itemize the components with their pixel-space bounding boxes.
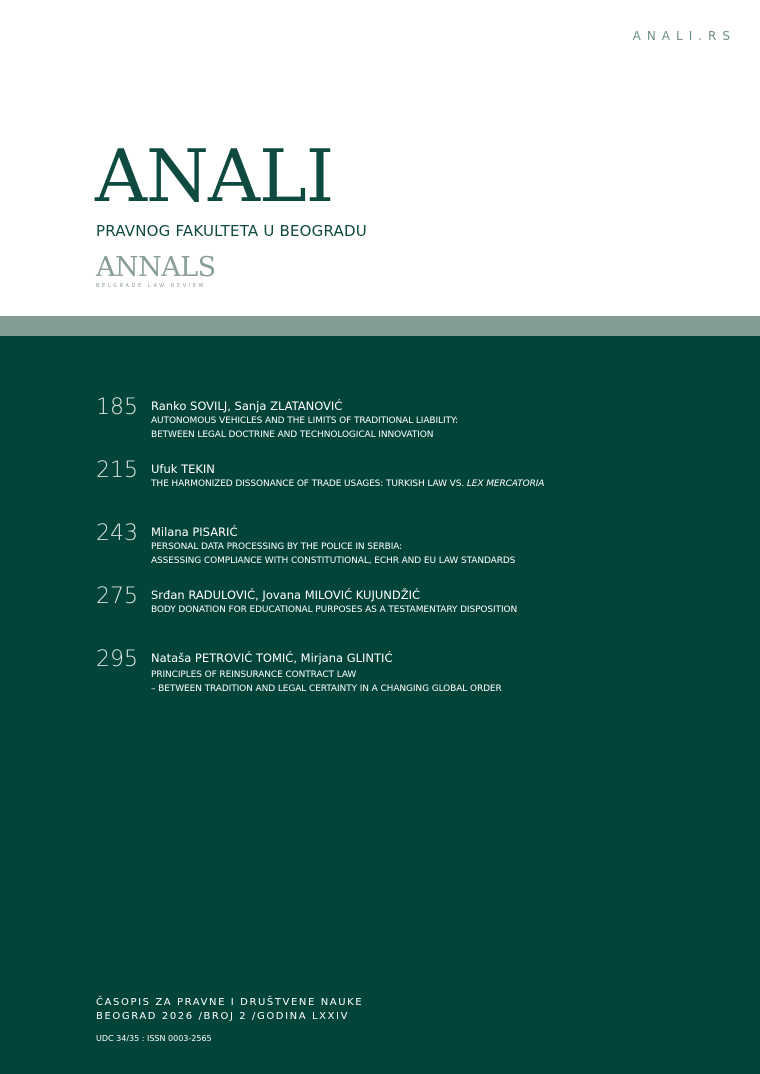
article-page-number: 275 — [96, 584, 138, 609]
article-authors: Ufuk TEKIN — [151, 462, 215, 476]
article-title-line: PERSONAL DATA PROCESSING BY THE POLICE IN SERBIA: — [151, 542, 403, 552]
article-title-plain: THE HARMONIZED DISSONANCE OF TRADE USAGES: TURKISH LAW VS. — [151, 479, 467, 489]
article-authors: Milana PISARIĆ — [151, 525, 238, 539]
article-title-line: ASSESSING COMPLIANCE WITH CONSTITUTIONAL, ECHR AND EU LAW STANDARDS — [151, 556, 516, 566]
article-authors: Ranko SOVILJ, Sanja ZLATANOVIĆ — [151, 399, 343, 413]
footer-issue-info: BEOGRAD 2026 /BROJ 2 /GODINA LXXIV — [96, 1011, 350, 1022]
divider-stripe — [0, 316, 760, 336]
journal-logo-title: ANALI — [95, 134, 334, 218]
article-page-number: 215 — [96, 458, 138, 483]
article-authors: Nataša PETROVIĆ TOMIĆ, Mirjana GLINTIĆ — [151, 651, 393, 665]
article-title-line — [151, 479, 544, 489]
article-title-line: BODY DONATION FOR EDUCATIONAL PURPOSES AS A TESTAMENTARY DISPOSITION — [151, 605, 518, 615]
footer-udc-issn: UDC 34/35 : ISSN 0003-2565 — [96, 1034, 212, 1043]
article-page-number: 243 — [96, 521, 138, 546]
article-page-number: 185 — [96, 395, 138, 420]
journal-logo-subtitle: PRAVNOG FAKULTETA U BEOGRADU — [96, 222, 367, 240]
article-title-line: PRINCIPLES OF REINSURANCE CONTRACT LAW — [151, 670, 357, 680]
article-title-line: AUTONOMOUS VEHICLES AND THE LIMITS OF TRADITIONAL LIABILITY: — [151, 416, 459, 426]
cover-body — [0, 336, 760, 1074]
article-title-line: – BETWEEN TRADITION AND LEGAL CERTAINTY IN A CHANGING GLOBAL ORDER — [151, 684, 502, 694]
annals-logo-subtitle: BELGRADE LAW REVIEW — [96, 283, 207, 289]
article-title-line: BETWEEN LEGAL DOCTRINE AND TECHNOLOGICAL INNOVATION — [151, 430, 434, 440]
annals-logo: ANNALS — [96, 252, 216, 283]
site-url[interactable]: ANALI.RS — [632, 29, 736, 43]
article-page-number: 295 — [96, 647, 138, 672]
cover-header — [0, 0, 760, 316]
footer-journal-description: ČASOPIS ZA PRAVNE I DRUŠTVENE NAUKE — [96, 997, 364, 1008]
article-title-italic: LEX MERCATORIA — [466, 479, 545, 489]
article-authors: Srđan RADULOVIĆ, Jovana MILOVIĆ KUJUNDŽIĆ — [151, 588, 421, 602]
